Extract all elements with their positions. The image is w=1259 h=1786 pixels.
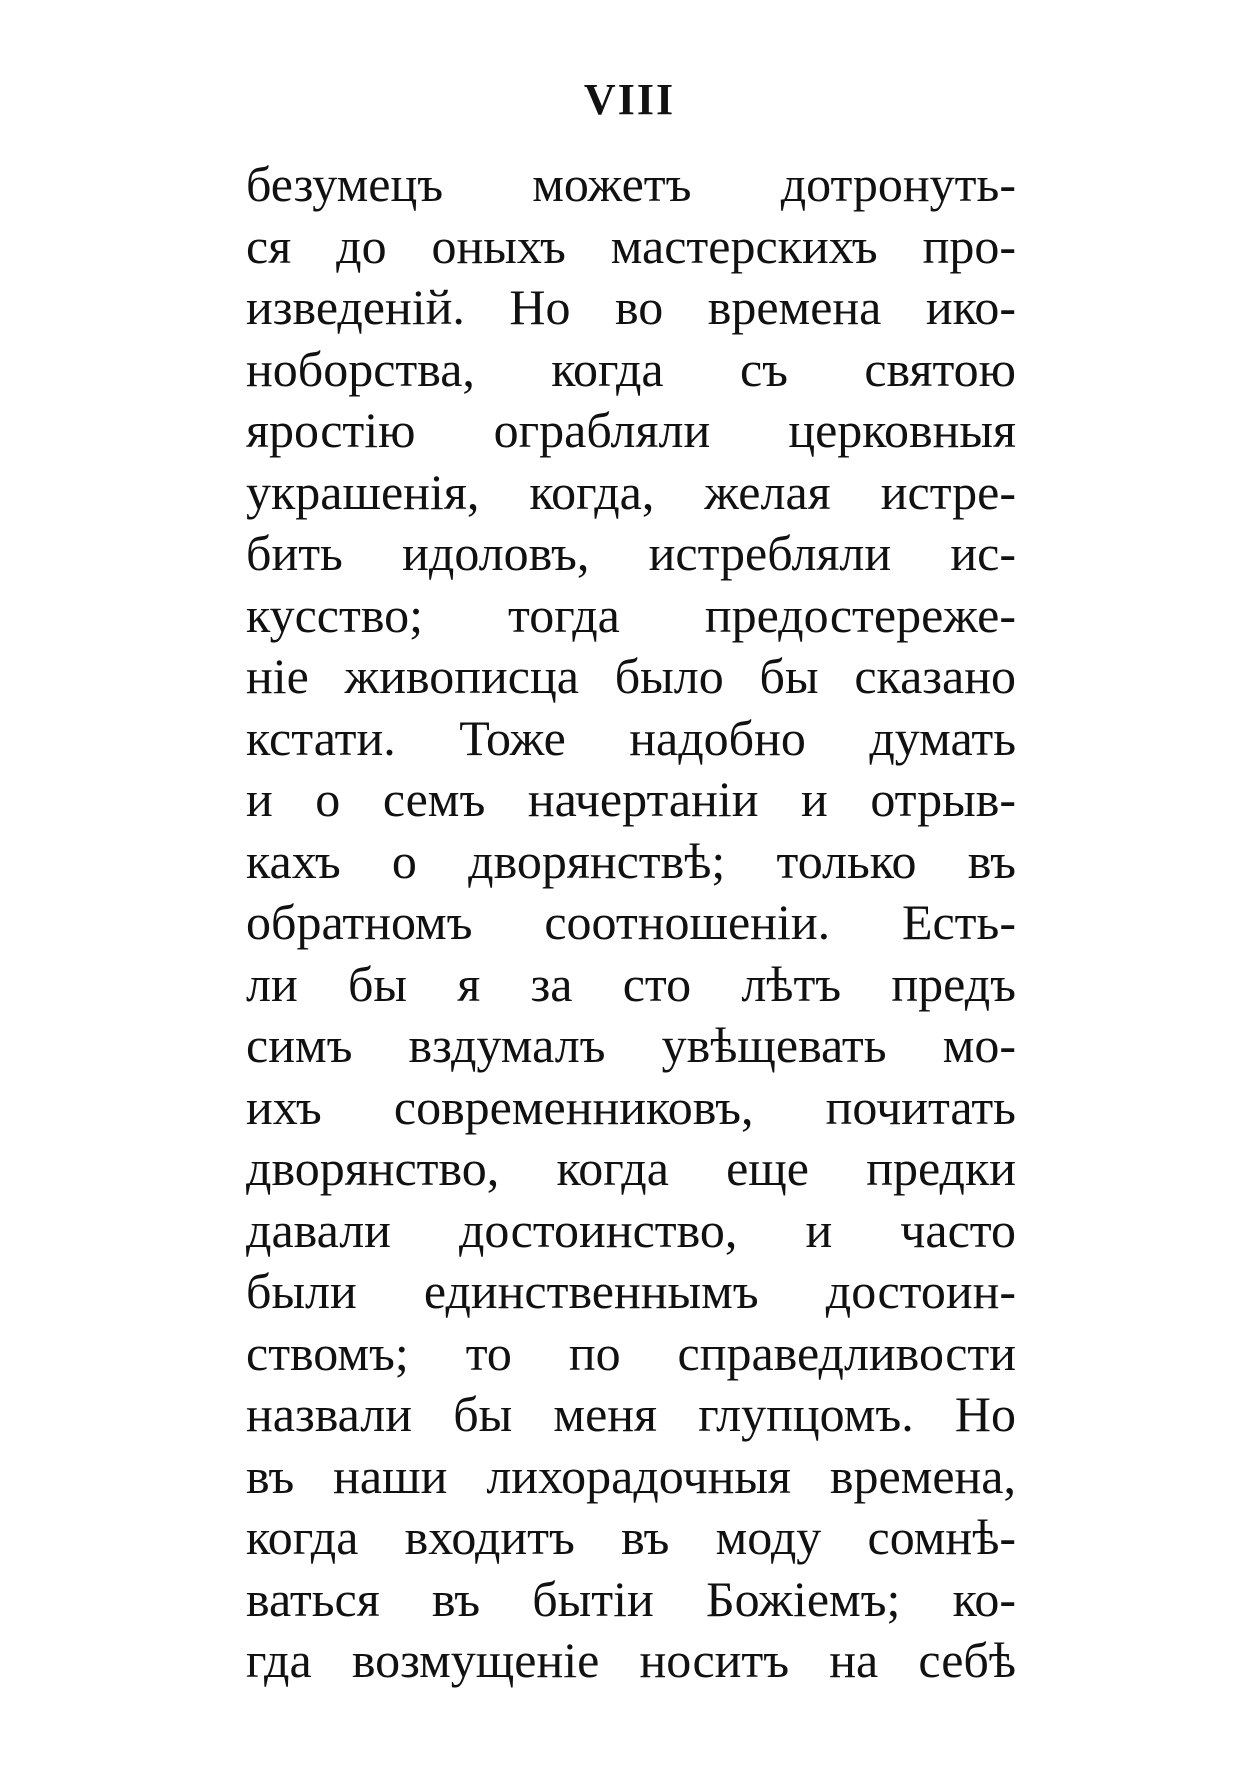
text-line: ніе живописца было бы сказано <box>246 648 1016 704</box>
text-line: кусство; тогда предостереже- <box>246 586 1016 643</box>
text-line: бить идоловъ, истребляли ис- <box>246 525 1016 581</box>
text-line: ихъ современниковъ, почитать <box>246 1078 1016 1135</box>
text-line: ли бы я за сто лѣтъ предъ <box>246 955 1016 1012</box>
text-line: въ наши лихорадочныя времена, <box>246 1447 1016 1504</box>
text-line: назвали бы меня глупцомъ. Но <box>246 1386 1016 1442</box>
page-number: VIII <box>583 75 676 124</box>
text-line: изведеній. Но во времена ико- <box>246 279 1016 335</box>
text-line: кстати. Тоже надобно думать <box>246 709 1016 766</box>
text-line: украшенія, когда, желая истре- <box>246 463 1016 520</box>
text-line: ся до оныхъ мастерскихъ про- <box>246 217 1016 274</box>
text-line: гда возмущеніе носитъ на себѣ <box>246 1632 1016 1688</box>
text-line: были единственнымъ достоин- <box>246 1263 1016 1319</box>
text-line: ваться въ бытіи Божіемъ; ко- <box>246 1570 1016 1627</box>
text-line: давали достоинство, и часто <box>246 1201 1016 1258</box>
text-line: когда входитъ въ моду сомнѣ- <box>246 1509 1016 1565</box>
text-line: ноборства, когда съ святою <box>246 340 1016 397</box>
text-line: дворянство, когда еще предки <box>246 1140 1016 1196</box>
text-line: безумецъ можетъ дотронуть- <box>246 156 1016 212</box>
text-line: симъ вздумалъ увѣщевать мо- <box>246 1017 1016 1073</box>
text-line: кахъ о дворянствѣ; только въ <box>246 832 1016 889</box>
body-text <box>246 154 1016 1692</box>
text-line: ствомъ; то по справедливости <box>246 1324 1016 1381</box>
text-line: и о семъ начертаніи и отрыв- <box>246 771 1016 827</box>
text-line: обратномъ соотношеніи. Есть- <box>246 894 1016 950</box>
text-line: яростію ограбляли церковныя <box>246 402 1016 458</box>
